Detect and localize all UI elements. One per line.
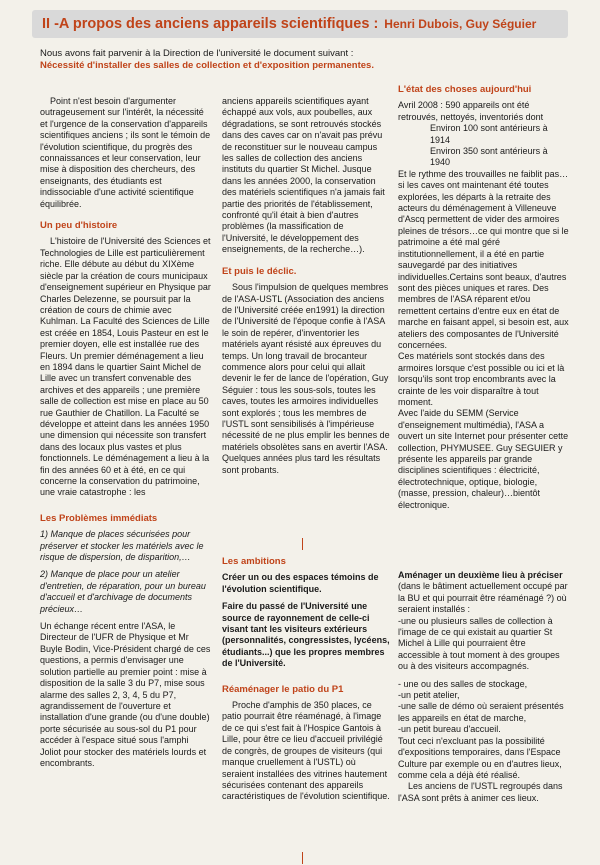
paragraph: 2) Manque de place pour un atelier d'entretien, de réparation, pour un bureau d'accueil et d'archivage de documents précieux… <box>40 569 206 614</box>
paragraph: Faire du passé de l'Université une source de rayonnement de celle-ci visant tant les visiteurs extérieurs (personnalités, congressistes, lycéens, étudiants...) que les propres membres de l'Université. <box>222 601 390 669</box>
title-banner <box>32 10 568 38</box>
authors: Henri Dubois, Guy Séguier <box>384 17 537 31</box>
paragraph: Environ 100 sont antérieurs à 1914 <box>430 123 548 145</box>
divider-mark <box>302 538 303 550</box>
heading-etat: L'état des choses aujourd'hui <box>398 84 532 95</box>
paragraph: 1) Manque de places sécurisées pour préserver et stocker les matériels avec le risque de dispersion, de disparition,… <box>40 529 204 563</box>
column-2 <box>222 96 390 476</box>
paragraph: -une ou plusieurs salles de collection à l'image de ce qui existait au quartier St Michel à Lille qui pourraient être accessible à tout moment à des groupes ou à des visiteurs accompagnés. <box>398 615 560 672</box>
paragraph: Avril 2008 : 590 appareils ont été retrouvés, nettoyés, inventoriés dont <box>398 100 544 122</box>
paragraph-rest: (dans le bâtiment actuellement occupé par la BU et qui pourrait être réaménagé ?) où seraient installés : <box>398 581 568 615</box>
column-2-lower <box>222 556 390 803</box>
paragraph: Et le rythme des trouvailles ne faiblit pas…si les caves ont maintenant été toutes explorées, les départs à la retraite des acteurs du déménagement à Villeneuve d'Ascq permettent de vider des armoires pleines de trésors…ce qui montre que si le patrimoine a été mal géré institutionnellement, il a été en partie sauvegardé par des initiatives individuelles.Certains sont beaux, d'autres sont des pièces uniques et rares. Des membres de l'ASA réparent et/ou remettent certains d'entre eux en état de marche en faisant appel, si besoin est, aux ateliers des composantes de l'Université concernées. <box>398 168 569 350</box>
bold-lead: Aménager un deuxième lieu à préciser <box>398 570 563 580</box>
paragraph: Environ 350 sont antérieurs à 1940 <box>430 146 548 168</box>
paragraph: Tout ceci n'excluant pas la possibilité d'expositions temporaires, dans l'Espace Culture par exemple ou en d'autres lieux, comme cela a déjà été réalisé. <box>398 735 562 780</box>
paragraph: Un échange récent entre l'ASA, le Directeur de l'UFR de Physique et Mr Buyle Bodin, Vice-Président chargé de ces questions, a permis d'envisager une solution partielle au premier point : mise à disposition de la salle 3 du P7, mise sous alarme des salles 2, 3, 4, 5 du P7, agrandissement de l'ouverture et installation d'une grande (ou d'une double) porte sécurisée au sous-sol du P1 pour accéder à l'espace situé sous l'amphi Joliot pour stocker des matériels lourds et encombrants. <box>40 621 211 768</box>
paragraph: - une ou des salles de stockage, -un petit atelier, -une salle de démo où seraient présentés les appareils en état de marche, -un petit bureau d'accueil. <box>398 678 564 735</box>
heading-patio: Réaménager le patio du P1 <box>222 683 344 695</box>
paragraph: Créer un ou des espaces témoins de l'évolution scientifique. <box>222 572 379 594</box>
intro <box>40 48 374 72</box>
intro-line: Nous avons fait parvenir à la Direction de l'université le document suivant : <box>40 48 354 59</box>
title-text: II -A propos des anciens appareils scientifiques : <box>42 16 379 32</box>
article-title <box>42 16 536 32</box>
intro-heading: Nécessité d'installer des salles de collection et d'exposition permanentes. <box>40 60 374 71</box>
heading-declic: Et puis le déclic. <box>222 265 297 277</box>
paragraph <box>398 570 570 616</box>
column-3-lower <box>398 570 570 804</box>
column-1 <box>40 96 212 769</box>
paragraph: Point n'est besoin d'argumenter outrageusement sur l'intérêt, la nécessité et l'urgence de la conservation d'appareils scientifiques anciens ; ils sont le témoin de l'évolution scientifique, du progrès des connaissances et leur conservation, leur mise à disposition des chercheurs, des enseignants, des étudiants est indissociable d'une activité scientifique équilibrée. <box>40 96 211 209</box>
paragraph: Avec l'aide du SEMM (Service d'enseignement multimédia), l'ASA a ouvert un site Internet pour présenter cette collection, PHYMUSEE. Guy SEGUIER y présente les appareils par grande disciplines scientifiques : électricité, électrotechnique, optique, biologie, (masse, pression, chaleur)…bientôt électronique. <box>398 408 569 510</box>
heading-histoire: Un peu d'histoire <box>40 220 118 232</box>
paragraph: Les anciens de l'USTL regroupés dans l'ASA sont prêts à animer ces lieux. <box>398 781 563 803</box>
paragraph: Proche d'amphis de 350 places, ce patio pourrait être réaménagé, à l'image de ce qui s'est fait à l'Hospice Gantois à Lille, pour être ce lieu d'accueil privilégié de congrès, de groupes de visiteurs (qui manque cruellement à l'USTL) où seraient installées des vitrines hautement sécurisées contenant des appareils caractéristiques de l'évolution scientifique. <box>222 700 390 802</box>
paragraph: L'histoire de l'Université des Sciences et Technologies de Lille est particulièrement riche. Elle débute au début du XIXème siècle par la création de cours municipaux d'enseignement supérieur en Physique par Charles Delezenne, se poursuit par la création de cours de chimie avec Kuhlman. La Faculté des Sciences de Lille est créée en 1854, Louis Pasteur en est le premier doyen, elle est installée rue des Fleurs. Un premier déménagement a lieu en 1894 dans le quartier Saint Michel de Lille avec un transfert convenable des archives et des appareils ; une première salle de collection est mise en place au 50 rue Gauthier de Chatillon. La Faculté se développe et atteint dans les années 1950 une dimension qui nécessite son transfert dans des locaux plus vastes et plus fonctionnels. Le déménagement a lieu à la fin des années 60 et à été, en ce qui concerne la conservation du patrimoine, une vraie catastrophe : les <box>40 236 211 498</box>
heading-ambitions: Les ambitions <box>222 556 286 567</box>
divider-mark <box>302 852 303 864</box>
paragraph: anciens appareils scientifiques ayant échappé aux vols, aux poubelles, aux dégradations, se sont retrouvés stockés dans des caves car on n'avait pas prévu de reconstituer sur le nouveau campus les salles de collection des anciens instituts du quartier St Michel. Jusque dans les années 2000, la conservation des matériels scientifiques n'a jamais fait partie des priorités de l'établissement, confronté qu'il était à bien d'autres problèmes (la massification de l'Université, le développement des enseignements, de la recherche…). <box>222 96 385 255</box>
paragraph: Sous l'impulsion de quelques membres de l'ASA-USTL (Association des anciens de l'Université créée en1991) la direction de l'Université de l'époque confie à l'ASA le soin de repérer, d'inventorier les matériels ayant résisté aux épreuves du temps. Un long travail de brocanteur commence alors pour celui qui allait devenir le fer de lance de l'opération, Guy Séguier : tous les sous-sols, toutes les caves, toutes les armoires individuelles sont explorés ; tous les membres de l'USTL sont sensibilisés à l'impérieuse nécessité de ne plus emplir les bennes de matériels obsolètes sans en avertir l'ASA. Quelques années plus tard les résultats sont probants. <box>222 282 390 475</box>
paragraph: Ces matériels sont stockés dans des armoires lorsque c'est possible ou ici et là lorsqu'ils sont trop encombrants avec la crainte de les voir disparaître à tout moment. <box>398 351 565 407</box>
column-3 <box>398 84 570 511</box>
heading-problemes: Les Problèmes immédiats <box>40 512 158 524</box>
